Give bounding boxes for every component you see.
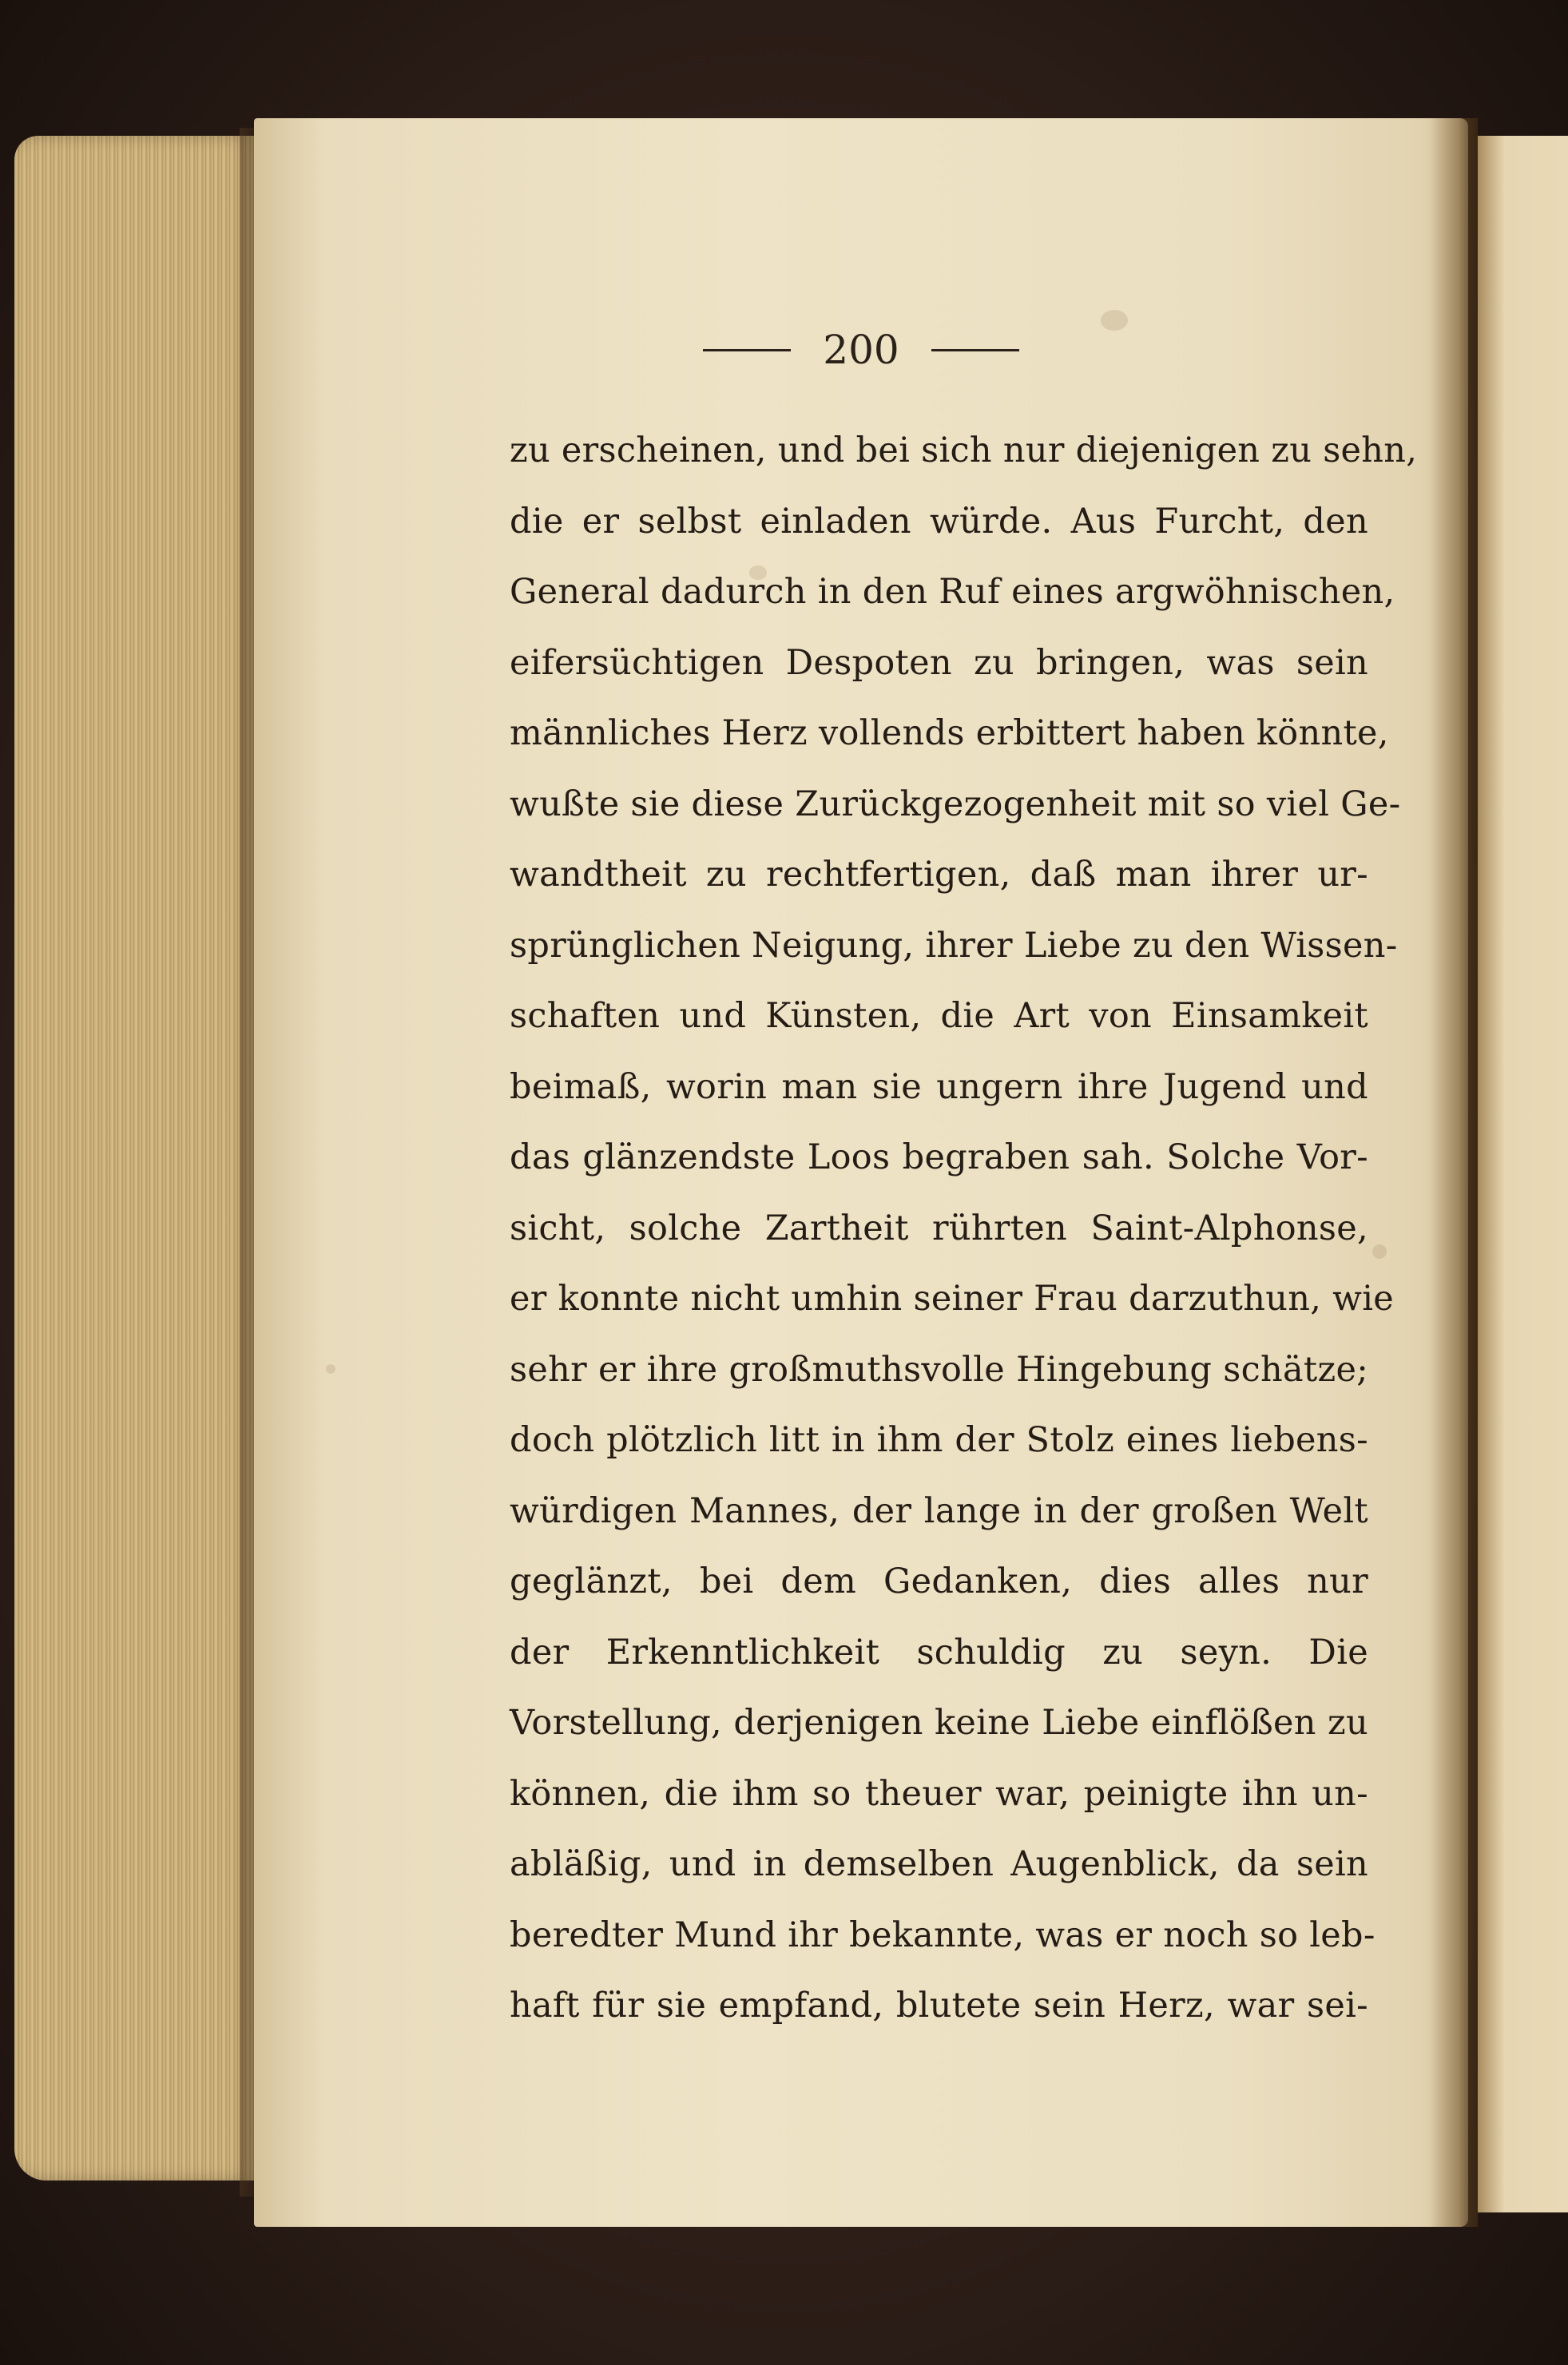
text-line: männliches Herz vollends erbittert haben könnte, xyxy=(510,713,1389,753)
page-stack-edge xyxy=(14,136,254,2180)
body-text xyxy=(510,415,1418,2042)
text-line: wußte sie diese Zurückgezogenheit mit so viel Ge- xyxy=(510,784,1401,824)
opposite-page-edge xyxy=(1478,136,1568,2212)
page-number: 200 xyxy=(823,327,899,373)
text-line: er konnte nicht umhin seiner Frau darzuthun, wie xyxy=(510,1279,1395,1319)
text-line: geglänzt, bei dem Gedanken, dies alles nur xyxy=(510,1561,1368,1601)
text-line: doch plötzlich litt in ihm der Stolz eines liebens- xyxy=(510,1420,1368,1460)
text-line: beredter Mund ihr bekannte, was er noch so leb- xyxy=(510,1915,1375,1955)
text-line: das glänzendste Loos begraben sah. Solche Vor- xyxy=(510,1137,1368,1177)
text-line: abläßig, und in demselben Augenblick, da sein xyxy=(510,1844,1368,1884)
text-line: würdigen Mannes, der lange in der großen Welt xyxy=(510,1490,1368,1531)
page-header xyxy=(254,323,1468,379)
text-line: eifersüchtigen Despoten zu bringen, was sein xyxy=(510,642,1368,683)
page-gutter-shadow xyxy=(1430,118,1478,2227)
foxing-spot xyxy=(1372,1244,1387,1259)
text-line: haft für sie empfand, blutete sein Herz, war sei- xyxy=(510,1986,1368,2026)
foxing-spot xyxy=(326,1364,335,1374)
text-line: der Erkenntlichkeit schuldig zu seyn. Die xyxy=(510,1632,1368,1673)
text-line: können, die ihm so theuer war, peinigte ihn un- xyxy=(510,1773,1368,1814)
text-line: beimaß, worin man sie ungern ihre Jugend und xyxy=(510,1066,1368,1107)
text-line: General dadurch in den Ruf eines argwöhnischen, xyxy=(510,572,1395,612)
text-line: die er selbst einladen würde. Aus Furcht, den xyxy=(510,501,1368,542)
header-rule-right xyxy=(931,349,1019,351)
text-line: Vorstellung, derjenigen keine Liebe einflößen zu xyxy=(510,1703,1368,1743)
text-line: zu erscheinen, und bei sich nur diejenigen zu sehn, xyxy=(510,431,1418,470)
text-line: wandtheit zu rechtfertigen, daß man ihrer ur- xyxy=(510,855,1368,895)
text-line: sehr er ihre großmuthsvolle Hingebung schätze; xyxy=(510,1349,1368,1390)
text-line: sprünglichen Neigung, ihrer Liebe zu den Wissen- xyxy=(510,925,1398,966)
header-rule-left xyxy=(703,349,791,351)
text-line: schaften und Künsten, die Art von Einsamkeit xyxy=(510,996,1368,1036)
text-line: sicht, solche Zartheit rührten Saint-Alphonse, xyxy=(510,1208,1368,1248)
